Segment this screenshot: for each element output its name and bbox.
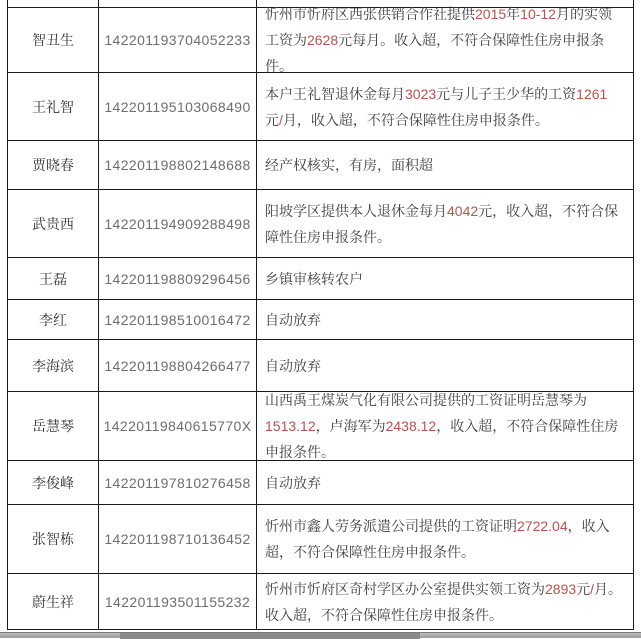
id-cell bbox=[98, 0, 256, 7]
applicant-review-table bbox=[7, 0, 634, 630]
id-cell: 142201198802148688 bbox=[98, 141, 256, 189]
reason-cell: 忻州市鑫人劳务派遣公司提供的工资证明2722.04，收入超，不符合保障性住房申报条件。 bbox=[256, 505, 633, 573]
id-cell: 142201193704052233 bbox=[98, 8, 256, 72]
table-row bbox=[8, 574, 633, 630]
name-cell: 武贵西 bbox=[32, 215, 74, 232]
horizontal-scrollbar[interactable] bbox=[0, 632, 641, 638]
reason-cell: 山西禹王煤炭气化有限公司提供的工资证明岳慧琴为1513.12，卢海军为2438.12，收入超，不符合保障性住房申报条件。 bbox=[256, 392, 633, 460]
id-cell: 142201197810276458 bbox=[98, 461, 256, 504]
name-cell: 王礼智 bbox=[32, 98, 74, 115]
name-cell bbox=[8, 0, 98, 7]
name-cell: 岳慧琴 bbox=[32, 418, 74, 434]
name-cell: 李海滨 bbox=[32, 357, 74, 374]
id-cell: 142201193501155232 bbox=[98, 574, 256, 629]
reason-cell: 经产权核实，有房，面积超 bbox=[256, 141, 633, 189]
table-row bbox=[8, 461, 633, 505]
reason-cell: 自动放弃 bbox=[256, 340, 633, 391]
table-row bbox=[8, 392, 633, 461]
reason-cell: 乡镇审核转农户 bbox=[256, 258, 633, 299]
id-cell: 142201194909288498 bbox=[98, 190, 256, 257]
name-cell: 张智栋 bbox=[32, 531, 74, 547]
name-cell: 智丑生 bbox=[32, 32, 74, 48]
scrollbar-thumb[interactable] bbox=[120, 633, 420, 639]
name-cell: 李俊峰 bbox=[32, 474, 74, 491]
reason-cell: 忻州市忻府区西张供销合作社提供2015年10-12月的实领工资为2628元每月。收入超，不符合保障性住房申报条件。 bbox=[256, 8, 633, 72]
table-row bbox=[8, 190, 633, 258]
reason-cell: 自动放弃 bbox=[256, 300, 633, 339]
name-cell: 贾晓春 bbox=[32, 157, 74, 173]
table-row bbox=[8, 505, 633, 574]
id-cell: 142201198804266477 bbox=[98, 340, 256, 391]
table-rows bbox=[8, 8, 633, 630]
name-cell: 王磊 bbox=[39, 270, 67, 287]
name-cell: 蔚生祥 bbox=[32, 593, 74, 610]
reason-cell: 本户王礼智退休金每月3023元与儿子王少华的工资1261元/月，收入超，不符合保障性住房申报条件。 bbox=[256, 73, 633, 140]
table-row bbox=[8, 258, 633, 300]
name-cell: 李红 bbox=[39, 311, 67, 328]
table-row bbox=[8, 340, 633, 392]
id-cell: 142201198710136452 bbox=[98, 505, 256, 573]
id-cell: 142201198809296456 bbox=[98, 258, 256, 299]
table-row bbox=[8, 141, 633, 190]
table-row bbox=[8, 73, 633, 141]
id-cell: 14220119840615770X bbox=[98, 392, 256, 460]
reason-cell: 自动放弃 bbox=[256, 461, 633, 504]
reason-cell: 忻州市忻府区奇村学区办公室提供实领工资为2893元/月。收入超，不符合保障性住房申报条件。 bbox=[256, 574, 633, 629]
reason-cell: 阳坡学区提供本人退休金每月4042元，收入超，不符合保障性住房申报条件。 bbox=[256, 190, 633, 257]
table-row bbox=[8, 300, 633, 340]
table-row bbox=[8, 8, 633, 73]
id-cell: 142201195103068490 bbox=[98, 73, 256, 140]
id-cell: 142201198510016472 bbox=[98, 300, 256, 339]
